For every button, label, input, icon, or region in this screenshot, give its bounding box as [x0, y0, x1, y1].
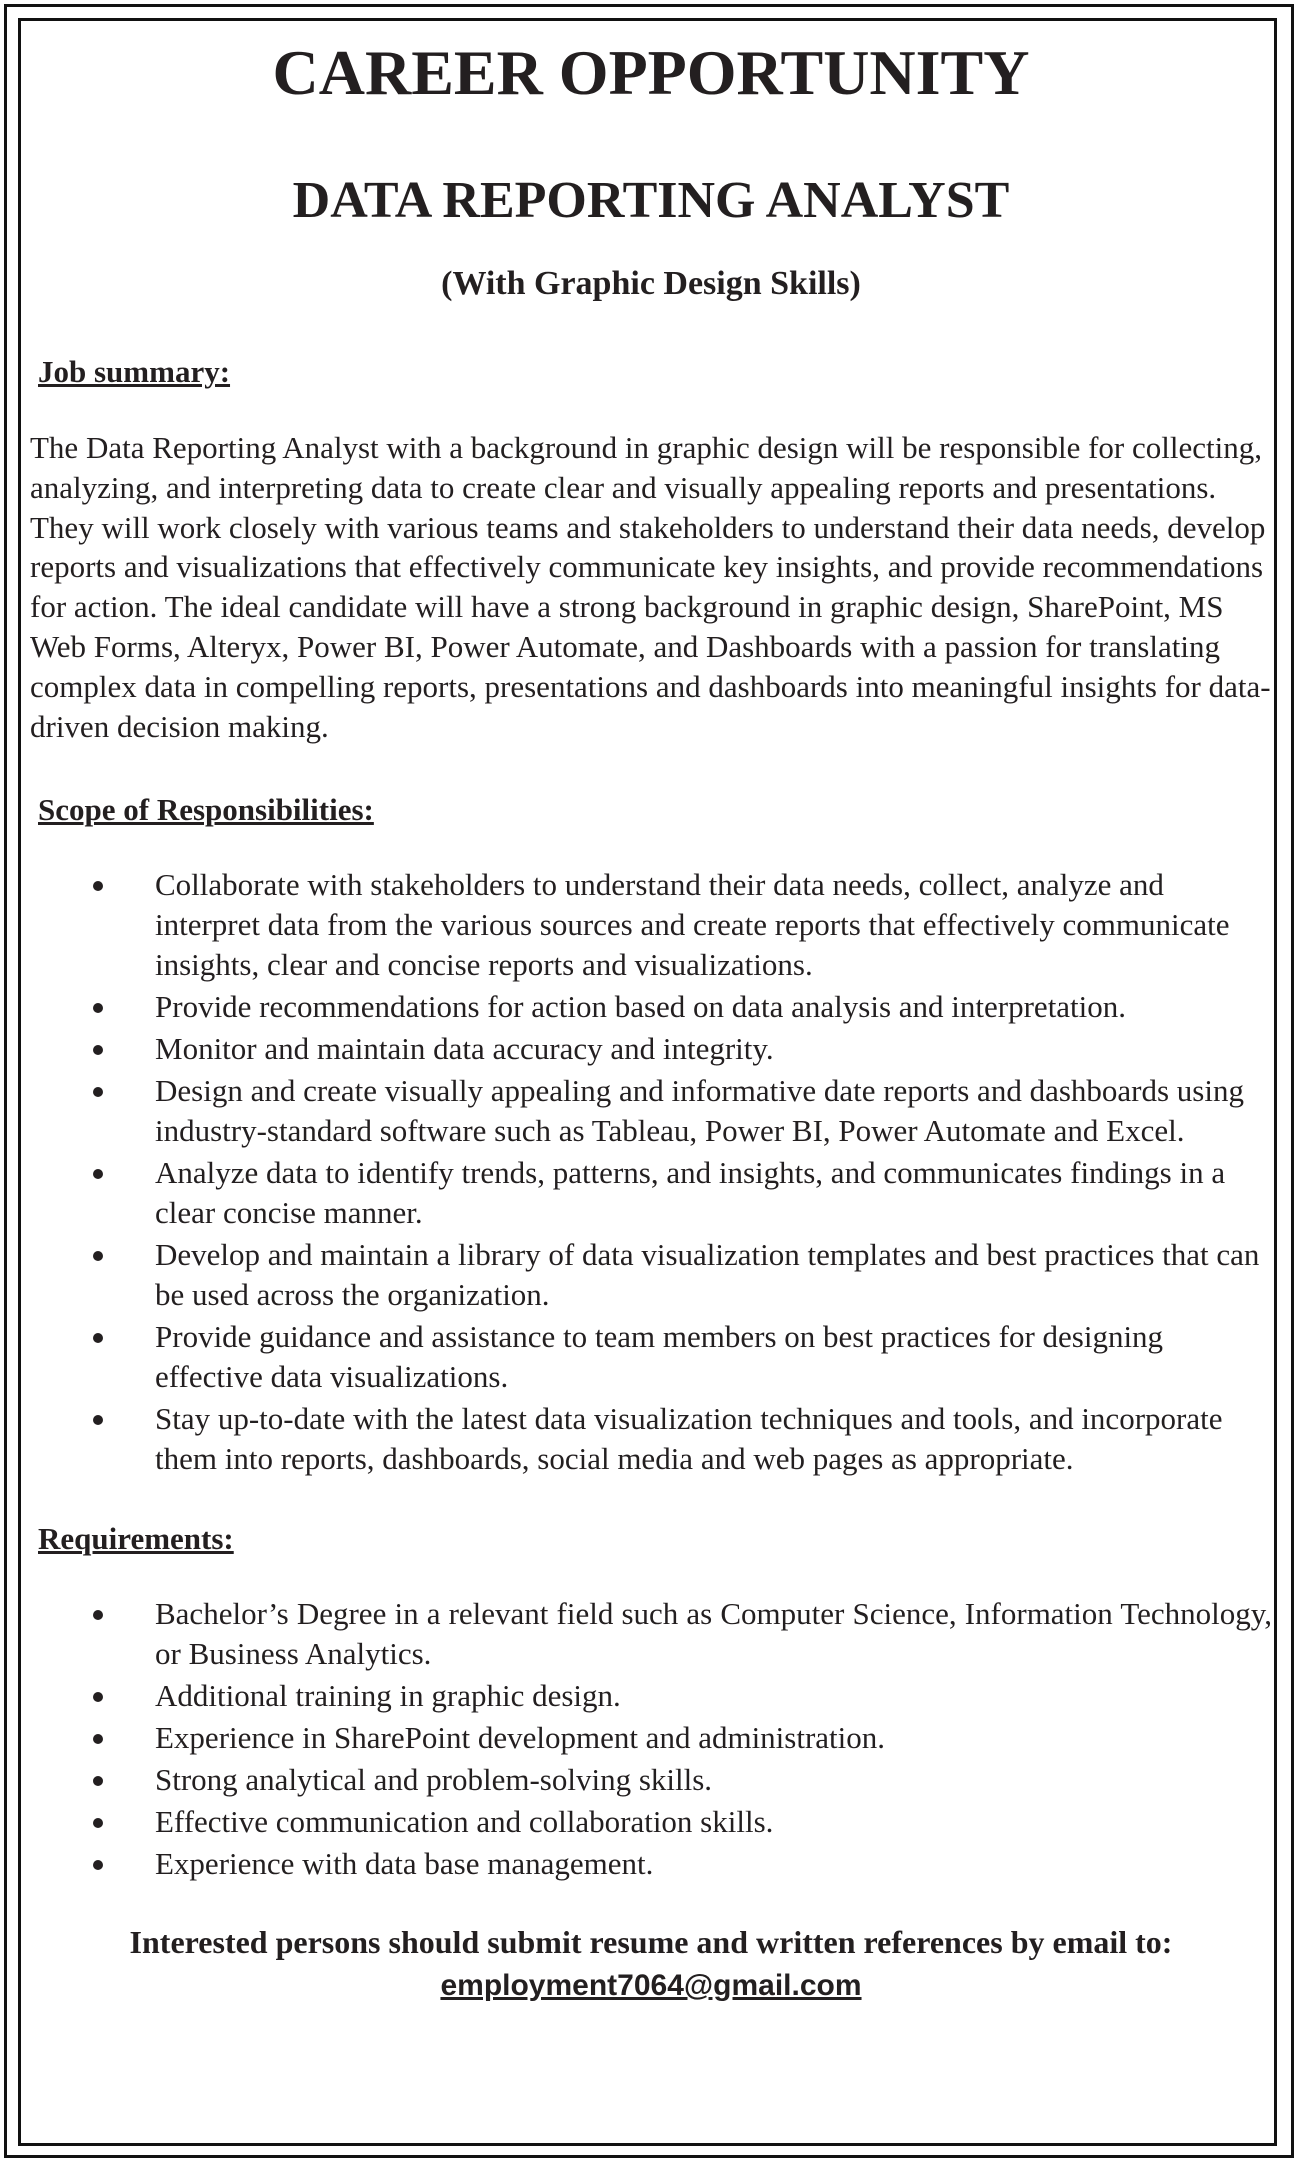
- bullet-icon: [93, 1087, 103, 1097]
- bullet-icon: [93, 1776, 103, 1786]
- requirements-heading: Requirements:: [38, 1521, 234, 1557]
- list-item: Collaborate with stakeholders to understand their data needs, collect, analyze and interpret data from the various sources and create reports that effectively communicate insights, clear and concise reports and visualizations.: [30, 865, 1272, 985]
- bullet-icon: [93, 1333, 103, 1343]
- list-item: Provide recommendations for action based on data analysis and interpretation.: [30, 987, 1272, 1027]
- bullet-icon: [93, 1610, 103, 1620]
- bullet-icon: [93, 1734, 103, 1744]
- bullet-icon: [93, 1860, 103, 1870]
- position-title: DATA REPORTING ANALYST: [292, 172, 1010, 229]
- job-summary-heading: Job summary:: [38, 354, 231, 389]
- job-summary-text: The Data Reporting Analyst with a background in graphic design will be responsible for collecting, analyzing, and interpreting data to create clear and visually appealing reports and presentations. They will work closely with various teams and stakeholders to understand their data needs, develop reports and visualizations that effectively communicate key insights, and provide recommendations for action. The ideal candidate will have a strong background in graphic design, SharePoint, MS Web Forms, Alteryx, Power BI, Power Automate, and Dashboards with a passion for translating complex data in compelling reports, presentations and dashboards into meaningful insights for data-driven decision making.: [30, 430, 1271, 744]
- bullet-icon: [93, 881, 103, 891]
- bullet-icon: [93, 1003, 103, 1013]
- position-subtitle: (With Graphic Design Skills): [441, 265, 861, 302]
- list-item: Monitor and maintain data accuracy and integrity.: [30, 1029, 1272, 1069]
- email-link[interactable]: employment7064@gmail.com: [440, 1969, 862, 2003]
- advertisement-content: [30, 22, 1272, 2006]
- page-title: CAREER OPPORTUNITY: [272, 37, 1030, 108]
- list-item: Analyze data to identify trends, patterns, and insights, and communicates findings in a clear concise manner.: [30, 1153, 1272, 1233]
- list-item: Bachelor’s Degree in a relevant field such as Computer Science, Information Technology, or Business Analytics.: [30, 1594, 1272, 1674]
- list-item: Additional training in graphic design.: [30, 1676, 1272, 1716]
- list-item: Develop and maintain a library of data visualization templates and best practices that can be used across the organization.: [30, 1235, 1272, 1315]
- list-item: Effective communication and collaboration skills.: [30, 1802, 1272, 1842]
- list-item: Experience with data base management.: [30, 1844, 1272, 1884]
- bullet-icon: [93, 1045, 103, 1055]
- bullet-icon: [93, 1415, 103, 1425]
- list-item: Design and create visually appealing and informative date reports and dashboards using industry-standard software such as Tableau, Power BI, Power Automate and Excel.: [30, 1071, 1272, 1151]
- list-item: Stay up-to-date with the latest data visualization techniques and tools, and incorporate them into reports, dashboards, social media and web pages as appropriate.: [30, 1399, 1272, 1479]
- list-item: Provide guidance and assistance to team members on best practices for designing effective data visualizations.: [30, 1317, 1272, 1397]
- responsibilities-list: [30, 865, 1272, 1479]
- list-item: Strong analytical and problem-solving skills.: [30, 1760, 1272, 1800]
- requirements-list: [30, 1594, 1272, 1884]
- bullet-icon: [93, 1251, 103, 1261]
- bullet-icon: [93, 1169, 103, 1179]
- responsibilities-heading: Scope of Responsibilities:: [38, 792, 374, 828]
- contact-email[interactable]: [30, 1966, 1272, 2006]
- bullet-icon: [93, 1692, 103, 1702]
- list-item: Experience in SharePoint development and administration.: [30, 1718, 1272, 1758]
- bullet-icon: [93, 1818, 103, 1828]
- application-instructions: Interested persons should submit resume and written references by email to:: [129, 1924, 1173, 1961]
